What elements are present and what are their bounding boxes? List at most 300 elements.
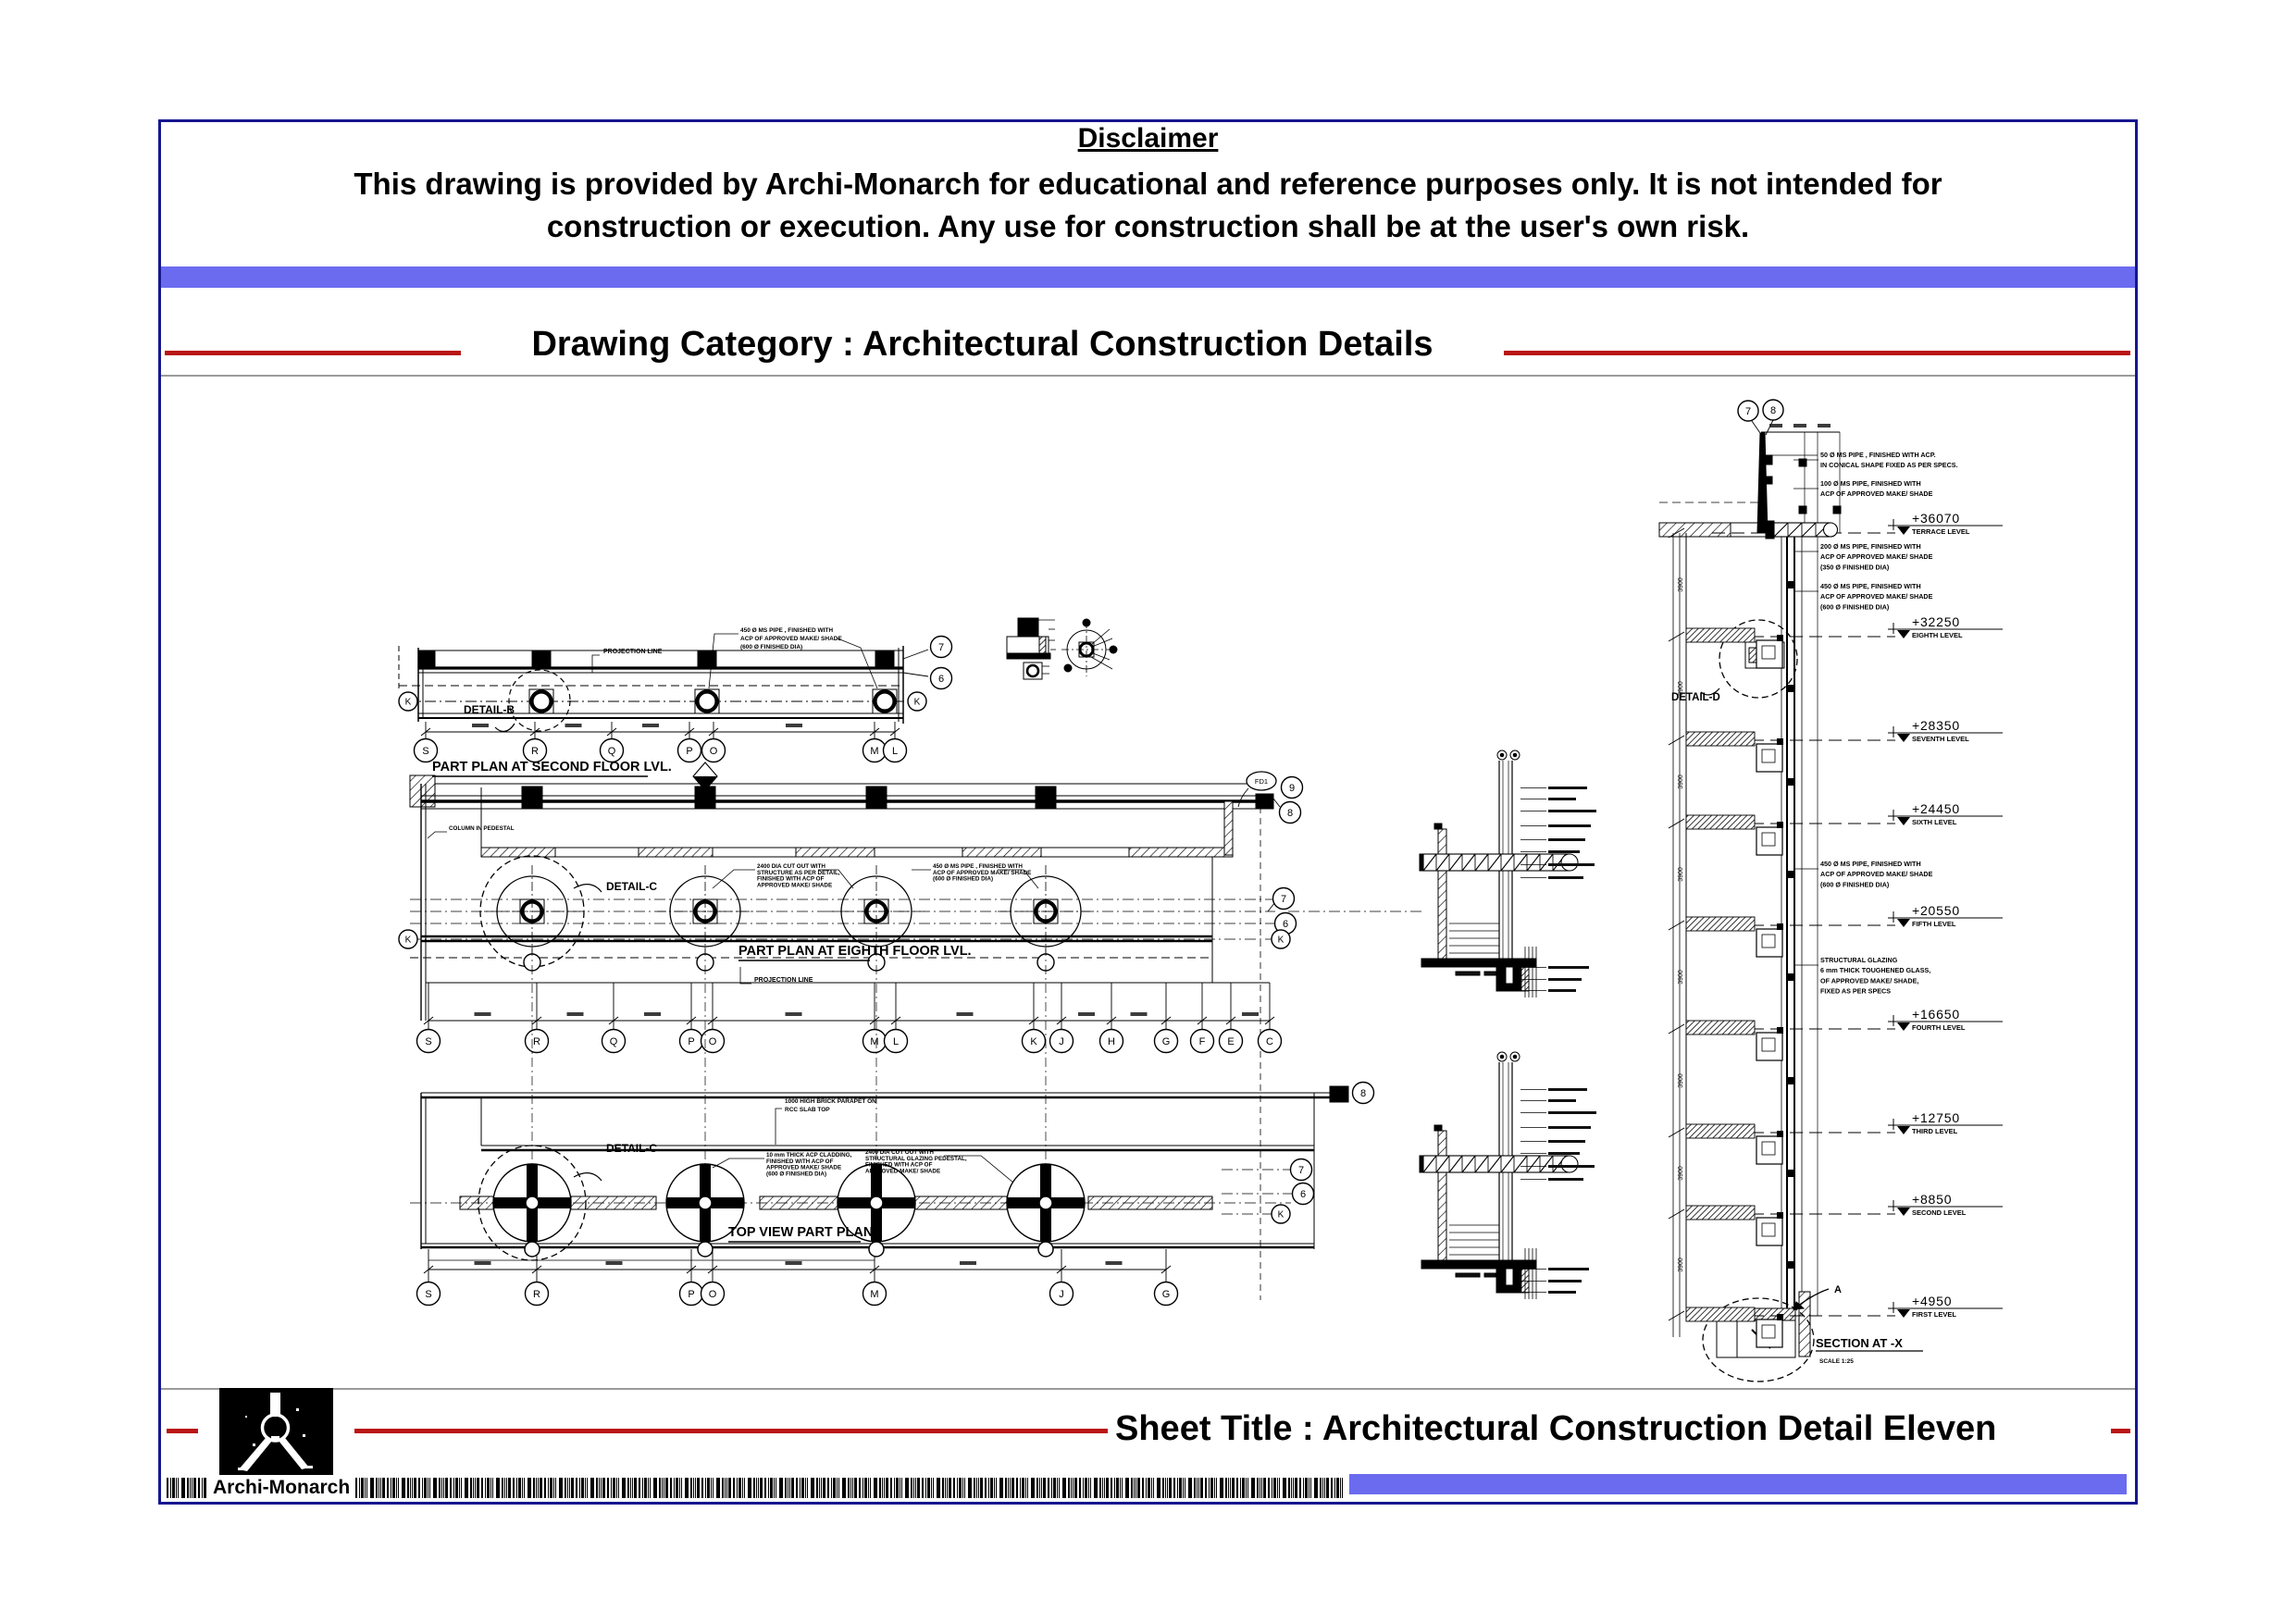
barcode-bar (842, 1478, 846, 1498)
barcode-bar (190, 1478, 191, 1498)
barcode-bar (1020, 1478, 1021, 1498)
barcode-bar (524, 1478, 525, 1498)
barcode-bar (585, 1478, 586, 1498)
note-line: 10 mm THICK ACP CLADDING, (766, 1152, 852, 1158)
annotation-stub (1548, 1268, 1589, 1270)
drawing-label: PROJECTION LINE (603, 649, 663, 655)
barcode-bar (848, 1478, 850, 1498)
barcode-bar (1165, 1478, 1166, 1498)
barcode-bar (366, 1478, 367, 1498)
barcode-bar (1031, 1478, 1035, 1498)
barcode-bar (999, 1478, 1003, 1498)
barcode-bar (1137, 1478, 1140, 1498)
drawing-label: FD1 (1254, 777, 1269, 786)
barcode-bar (1083, 1478, 1084, 1498)
barcode-bar (1073, 1478, 1074, 1498)
barcode-bar (410, 1478, 411, 1498)
drawing-label: COLUMN IN PEDESTAL (449, 825, 515, 832)
barcode-bar (387, 1478, 389, 1498)
barcode-bar (937, 1478, 940, 1498)
floor-dim: 3900 (1678, 867, 1684, 882)
dim-text-smudge (475, 1012, 491, 1016)
barcode-bar (396, 1478, 397, 1498)
barcode-bar (705, 1478, 706, 1498)
annotation-stub (1548, 1178, 1583, 1181)
barcode-bar (527, 1478, 531, 1498)
barcode-bar (1194, 1478, 1196, 1498)
barcode-bar (894, 1478, 895, 1498)
barcode-bar (470, 1478, 472, 1498)
barcode-bar (949, 1478, 951, 1498)
barcode-bar (490, 1478, 491, 1498)
barcode-bar (805, 1478, 806, 1498)
barcode-bar (1268, 1478, 1270, 1498)
plan-title: PART PLAN AT EIGHTH FLOOR LVL. (738, 944, 972, 959)
barcode-bar (439, 1478, 441, 1498)
barcode-bar (774, 1478, 775, 1498)
archi-monarch-logo (219, 1388, 333, 1475)
dim-text-smudge (786, 1261, 802, 1265)
dim-text-smudge (1242, 1012, 1259, 1016)
floor-slab (1686, 917, 1755, 931)
grid-bubble-label: J (1059, 1288, 1064, 1300)
level-flag (1897, 1208, 1910, 1216)
barcode-bar (1334, 1478, 1335, 1498)
floor-dim: 3900 (1678, 1166, 1684, 1181)
note-line: OF APPROVED MAKE/ SHADE, (1820, 976, 1919, 985)
note-line: IN CONICAL SHAPE FIXED AS PER SPECS. (1820, 461, 1958, 470)
level-name: SIXTH LEVEL (1912, 818, 1957, 826)
dim-text-smudge (567, 1012, 584, 1016)
barcode-bar (1051, 1478, 1052, 1498)
barcode-bar (481, 1478, 483, 1498)
dim-text-smudge (642, 724, 659, 727)
barcode-bar (1036, 1478, 1038, 1498)
barcode-bar (707, 1478, 710, 1498)
grid-bubble-label: M (870, 745, 879, 757)
level-elevation: +20550 (1912, 903, 1960, 918)
barcode-bar (1214, 1478, 1215, 1498)
barcode-bar (1305, 1478, 1308, 1498)
barcode-bar (1134, 1478, 1135, 1498)
grid-bubble-label: Q (609, 1035, 618, 1047)
barcode-bar (571, 1478, 574, 1498)
annotation-stub (1548, 989, 1576, 992)
barcode-bar (945, 1478, 946, 1498)
annotation-stub (1548, 1152, 1580, 1155)
barcode-bar (1085, 1478, 1087, 1498)
barcode-bar (1326, 1478, 1329, 1498)
barcode-bar (1146, 1478, 1147, 1498)
grid-bubble-label: 8 (1286, 807, 1294, 819)
barcode-bar (630, 1478, 631, 1498)
barcode-bar (441, 1478, 442, 1498)
barcode-bar (676, 1478, 678, 1498)
level-name: FIRST LEVEL (1912, 1310, 1956, 1319)
barcode-bar (693, 1478, 694, 1498)
barcode-bar (796, 1478, 798, 1498)
note-line: STRUCTURAL GLAZING PEDESTAL, (865, 1155, 967, 1162)
barcode-bar (1183, 1478, 1184, 1498)
grid-bubble-label: K (913, 697, 921, 708)
barcode-bar (852, 1478, 853, 1498)
plan-title: TOP VIEW PART PLAN (728, 1225, 874, 1240)
grid-bubble-label: P (688, 1288, 695, 1300)
barcode-bar (1106, 1478, 1109, 1498)
note-line: FIXED AS PER SPECS (1820, 986, 1892, 996)
grid-bubble-label: K (1277, 1209, 1285, 1220)
barcode-bar (382, 1478, 385, 1498)
barcode-bar (581, 1478, 584, 1498)
barcode-bar (1295, 1478, 1297, 1498)
barcode-bar (1142, 1478, 1144, 1498)
barcode-bar (376, 1478, 378, 1498)
level-elevation: +4950 (1912, 1294, 1953, 1308)
level-flag (1897, 1022, 1910, 1031)
note-line: (600 Ø FINISHED DIA) (766, 1171, 827, 1178)
barcode-bar (665, 1478, 668, 1498)
barcode-bar (1197, 1478, 1198, 1498)
barcode-bar (496, 1478, 500, 1498)
barcode-bar (579, 1478, 580, 1498)
barcode-bar (748, 1478, 751, 1498)
disclaimer-line2: construction or execution. Any use for construction shall be at the user's own risk. (546, 209, 1750, 243)
barcode-bar (1273, 1478, 1276, 1498)
floor-slab (1686, 1307, 1755, 1321)
floor-slab (1686, 1124, 1755, 1138)
barcode-bar (779, 1478, 783, 1498)
barcode-bar (713, 1478, 714, 1498)
barcode-bar (1247, 1478, 1248, 1498)
grid-bubble-label: 9 (1288, 782, 1296, 794)
barcode-bar (613, 1478, 615, 1498)
note-line: ACP OF APPROVED MAKE/ SHADE (1820, 552, 1933, 562)
barcode-bar (911, 1478, 912, 1498)
barcode-bar (459, 1478, 460, 1498)
barcode-bar (365, 1478, 366, 1498)
barcode-bar (607, 1478, 609, 1498)
note-line: APPROVED MAKE/ SHADE (766, 1164, 842, 1171)
dim-text-smudge (644, 1012, 661, 1016)
barcode-bar (1279, 1478, 1280, 1498)
sheet-title: Sheet Title : Architectural Construction Detail Eleven (1115, 1409, 1997, 1448)
barcode-bar (540, 1478, 542, 1498)
barcode-bar (1324, 1478, 1325, 1498)
level-name: FOURTH LEVEL (1912, 1023, 1966, 1032)
barcode-bar (785, 1478, 787, 1498)
dim-text-smudge (786, 724, 802, 727)
barcode-bar (859, 1478, 861, 1498)
barcode-bar (959, 1478, 962, 1498)
annotation-stub (1548, 1111, 1596, 1114)
dim-text-smudge (606, 1261, 623, 1265)
annotation-stub (1548, 1280, 1582, 1282)
barcode-bar (178, 1478, 179, 1498)
barcode-bar (1041, 1478, 1042, 1498)
barcode-bar (681, 1478, 682, 1498)
annotation-stub (1548, 1165, 1595, 1168)
barcode-bar (642, 1478, 643, 1498)
barcode-bar (567, 1478, 568, 1498)
note-line: 450 Ø MS PIPE, FINISHED WITH (1820, 582, 1921, 590)
barcode-bar (974, 1478, 975, 1498)
barcode-bar (559, 1478, 563, 1498)
barcode-bar (1299, 1478, 1301, 1498)
grid-bubble-label: R (533, 1288, 540, 1300)
barcode-bar (187, 1478, 189, 1498)
barcode-bar (443, 1478, 444, 1498)
barcode-bar (1198, 1478, 1199, 1498)
note-line: ACP OF APPROVED MAKE/ SHADE (1820, 870, 1933, 879)
floor-slab (1686, 1021, 1755, 1035)
barcode-bar (985, 1478, 987, 1498)
barcode-bar (917, 1478, 920, 1498)
barcode-bar (473, 1478, 474, 1498)
barcode-bar (744, 1478, 745, 1498)
floor-dim: 3900 (1678, 1073, 1684, 1088)
annotation-stub (1548, 966, 1589, 969)
barcode-bar (738, 1478, 741, 1498)
level-name: TERRACE LEVEL (1912, 527, 1970, 536)
barcode-bar (837, 1478, 838, 1498)
floor-slab (1686, 1206, 1755, 1220)
barcode-bar (599, 1478, 600, 1498)
barcode-bar (508, 1478, 511, 1498)
note-line: 450 Ø MS PIPE , FINISHED WITH (740, 627, 834, 634)
barcode-bar (925, 1478, 926, 1498)
barcode-bar (355, 1478, 357, 1498)
floor-slab (1686, 815, 1755, 829)
note-line: 100 Ø MS PIPE, FINISHED WITH (1820, 479, 1921, 488)
barcode-bar (639, 1478, 640, 1498)
annotation-stub (1548, 838, 1585, 841)
barcode-bar (913, 1478, 914, 1498)
barcode-bar (1125, 1478, 1129, 1498)
note-line: 2400 DIA CUT OUT WITH (865, 1149, 934, 1156)
grid-bubble-label: S (425, 1035, 432, 1047)
barcode-bar (760, 1478, 763, 1498)
barcode-bar (1088, 1478, 1089, 1498)
grid-bubble-label: K (1030, 1035, 1037, 1047)
barcode-bar (429, 1478, 430, 1498)
barcode-bar (648, 1478, 649, 1498)
floor-dim: 3900 (1678, 1258, 1684, 1272)
barcode-bar (1169, 1478, 1172, 1498)
footer-divider (161, 1388, 2135, 1390)
grid-bubble-label: J (1059, 1035, 1064, 1047)
barcode-bar (1151, 1478, 1152, 1498)
barcode-bar (990, 1478, 993, 1498)
annotation-stub (1548, 863, 1595, 866)
dim-text-smudge (1078, 1012, 1095, 1016)
note-line: APPROVED MAKE/ SHADE (865, 1168, 941, 1175)
barcode-bar (1336, 1478, 1339, 1498)
grid-bubble-label: C (1266, 1035, 1273, 1047)
barcode-bar (756, 1478, 757, 1498)
floor-dim: 3900 (1678, 577, 1684, 592)
barcode-bar (1153, 1478, 1154, 1498)
barcode-bar (1027, 1478, 1028, 1498)
barcode-bar (725, 1478, 726, 1498)
footer-rule-dash-left (167, 1429, 198, 1433)
detail-mini-plan-circle (1061, 619, 1117, 676)
note-line: (600 Ø FINISHED DIA) (740, 644, 803, 650)
level-flag (1897, 630, 1910, 638)
barcode-bar (994, 1478, 995, 1498)
grid-bubble-label: 6 (1282, 918, 1289, 930)
floor-dim: 3900 (1678, 970, 1684, 985)
barcode-bar (789, 1478, 790, 1498)
barcode-bar (962, 1478, 963, 1498)
barcode-bar (445, 1478, 448, 1498)
barcode-bar (942, 1478, 944, 1498)
note-line: ACP OF APPROVED MAKE/ SHADE (1820, 592, 1933, 601)
note-line: 450 Ø MS PIPE , FINISHED WITH (933, 863, 1023, 870)
barcode-bar (953, 1478, 955, 1498)
dim-text-smudge (475, 1261, 491, 1265)
barcode-bar (1005, 1478, 1007, 1498)
category-title: Drawing Category : Architectural Construction Details (531, 325, 1433, 364)
barcode-bar (590, 1478, 594, 1498)
annotation-stub (1548, 876, 1583, 879)
level-elevation: +12750 (1912, 1110, 1960, 1125)
annotation-stub (1548, 1140, 1585, 1143)
note-line: ACP OF APPROVED MAKE/ SHADE (740, 636, 842, 642)
barcode-bar (176, 1478, 177, 1498)
drawing-dynamic (399, 400, 2003, 1365)
barcode-bar (695, 1478, 696, 1498)
barcode-bar (874, 1478, 877, 1498)
level-name: SEVENTH LEVEL (1912, 735, 1969, 743)
floor-slab (1686, 732, 1755, 746)
barcode-bar (487, 1478, 490, 1498)
grid-bubble-label: M (870, 1288, 879, 1300)
barcode-bar (418, 1478, 420, 1498)
barcode-bar (555, 1478, 556, 1498)
barcode-bar (980, 1478, 983, 1498)
note-line: ACP OF APPROVED MAKE/ SHADE (933, 869, 1032, 876)
section-title: SECTION AT -X (1816, 1336, 1903, 1350)
level-elevation: +36070 (1912, 511, 1960, 526)
barcode-bar (1167, 1478, 1168, 1498)
wall-details-stacked (1420, 750, 1536, 1293)
note-line: 2400 DIA CUT OUT WITH (757, 863, 825, 870)
barcode-bar (1188, 1478, 1192, 1498)
grid-bubble-label: 7 (937, 641, 945, 653)
dim-text-smudge (786, 1012, 802, 1016)
level-name: THIRD LEVEL (1912, 1127, 1958, 1135)
barcode-bar (380, 1478, 381, 1498)
barcode-bar (816, 1478, 818, 1498)
barcode-bar (634, 1478, 637, 1498)
barcode-bar (565, 1478, 566, 1498)
detail-c-label: DETAIL-C (606, 880, 658, 893)
annotation-stub (1548, 1126, 1591, 1129)
annotation-stub (1548, 1291, 1576, 1294)
barcode-bar (726, 1478, 727, 1498)
barcode-bar (1011, 1478, 1014, 1498)
barcode-bar (198, 1478, 200, 1498)
barcode-bar (450, 1478, 452, 1498)
barcode-bar (398, 1478, 399, 1498)
barcode-bar (422, 1478, 423, 1498)
note-line: 450 Ø MS PIPE, FINISHED WITH (1820, 860, 1921, 868)
barcode-bar (927, 1478, 930, 1498)
grid-bubble-label: R (533, 1035, 540, 1047)
level-flag (1897, 919, 1910, 927)
barcode-bar (831, 1478, 832, 1498)
barcode-bar (653, 1478, 657, 1498)
note-line: RCC SLAB TOP (785, 1107, 830, 1113)
annotation-stub (1548, 1088, 1587, 1091)
barcode-bar (424, 1478, 427, 1498)
barcode-bar (1209, 1478, 1210, 1498)
barcode-bar (947, 1478, 948, 1498)
level-flag (1897, 1126, 1910, 1134)
barcode-bar (616, 1478, 617, 1498)
barcode-bar (662, 1478, 663, 1498)
grid-bubble-label: S (422, 745, 429, 757)
dim-text-smudge (1131, 1012, 1148, 1016)
note-line: 200 Ø MS PIPE, FINISHED WITH (1820, 542, 1921, 551)
barcode-bar (957, 1478, 958, 1498)
barcode-bar (1340, 1478, 1341, 1498)
barcode-bar (1288, 1478, 1290, 1498)
barcode-bar (1157, 1478, 1160, 1498)
section-scale: SCALE 1:25 (1819, 1358, 1854, 1365)
level-elevation: +32250 (1912, 614, 1960, 629)
note-line: APPROVED MAKE/ SHADE (757, 882, 833, 889)
barcode-bar (1291, 1478, 1292, 1498)
barcode-bar (611, 1478, 612, 1498)
grid-bubble-label: L (891, 745, 899, 757)
level-flag (1897, 734, 1910, 742)
grid-bubble-label: 8 (1359, 1087, 1367, 1099)
barcode-bar (502, 1478, 503, 1498)
grid-bubble-label: O (709, 745, 718, 757)
dim-text-smudge (472, 724, 489, 727)
barcode-bar (533, 1478, 535, 1498)
note-line: (600 Ø FINISHED DIA) (1820, 880, 1890, 889)
barcode-bar (359, 1478, 360, 1498)
barcode-bar (770, 1478, 773, 1498)
grid-bubble-label: O (708, 1035, 717, 1047)
barcode-bar (461, 1478, 462, 1498)
barcode-bar (1240, 1478, 1241, 1498)
barcode-bar (1062, 1478, 1066, 1498)
barcode-bar (896, 1478, 899, 1498)
floor-slab (1686, 628, 1755, 642)
barcode-bar (742, 1478, 743, 1498)
level-name: EIGHTH LEVEL (1912, 631, 1963, 639)
barcode-bar (1205, 1478, 1207, 1498)
barcode-bar (1331, 1478, 1333, 1498)
grid-bubble-label: 6 (937, 673, 945, 685)
barcode-bar (1236, 1478, 1238, 1498)
barcode-bar (1148, 1478, 1150, 1498)
barcode-bar (1303, 1478, 1304, 1498)
barcode-bar (670, 1478, 672, 1498)
plan-title: PART PLAN AT SECOND FLOOR LVL. (432, 760, 672, 774)
barcode-bar (193, 1478, 196, 1498)
barcode-bar (1010, 1478, 1011, 1498)
barcode-bar (370, 1478, 374, 1498)
detail-mini-section (1007, 618, 1056, 679)
barcode-bar (202, 1478, 203, 1498)
annotation-stub (1548, 850, 1580, 853)
grid-bubble-label: K (1277, 935, 1285, 946)
floor-dim: 3900 (1678, 681, 1684, 696)
